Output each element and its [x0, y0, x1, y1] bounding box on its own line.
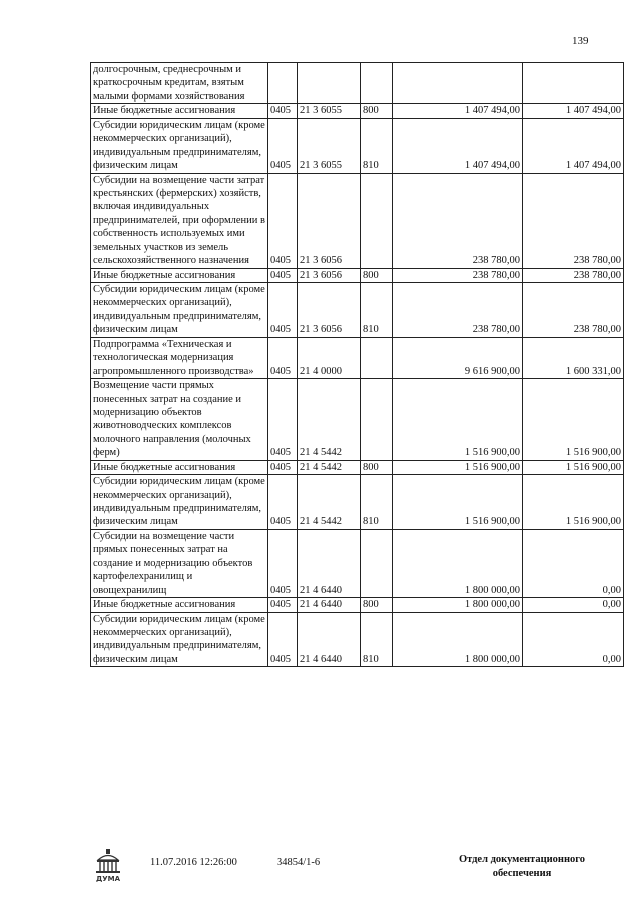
cell-expense-type: 800 [361, 598, 393, 612]
cell-name: долгосрочным, среднесрочным и краткосрочным кредитам, взятым малыми формами хозяйствования [91, 63, 268, 104]
cell-amount-1: 238 780,00 [393, 173, 523, 268]
cell-amount-2: 0,00 [523, 598, 624, 612]
cell-amount-2: 1 516 900,00 [523, 475, 624, 530]
cell-name: Субсидии юридическим лицам (кроме некоммерческих организаций), индивидуальным предпринимателям, физическим лицам [91, 118, 268, 173]
cell-target-article: 21 3 6055 [298, 118, 361, 173]
table-row [91, 63, 624, 104]
cell-target-article: 21 3 6056 [298, 173, 361, 268]
cell-expense-type: 810 [361, 475, 393, 530]
cell-target-article: 21 3 6056 [298, 268, 361, 282]
cell-amount-1: 9 616 900,00 [393, 337, 523, 378]
table-row [91, 612, 624, 667]
page-number: 139 [572, 35, 589, 47]
table-row [91, 173, 624, 268]
cell-amount-1: 1 800 000,00 [393, 598, 523, 612]
cell-section-code: 0405 [268, 460, 298, 474]
cell-amount-1: 238 780,00 [393, 283, 523, 338]
cell-amount-1: 1 800 000,00 [393, 612, 523, 667]
cell-name: Иные бюджетные ассигнования [91, 598, 268, 612]
cell-amount-2: 1 407 494,00 [523, 118, 624, 173]
cell-amount-2: 1 516 900,00 [523, 379, 624, 461]
cell-expense-type: 810 [361, 283, 393, 338]
cell-target-article: 21 4 6440 [298, 529, 361, 597]
cell-expense-type [361, 173, 393, 268]
table-row [91, 104, 624, 118]
cell-name: Субсидии юридическим лицам (кроме некоммерческих организаций), индивидуальным предпринимателям, физическим лицам [91, 475, 268, 530]
budget-table-body [91, 63, 624, 667]
cell-name: Иные бюджетные ассигнования [91, 460, 268, 474]
emblem-label: ДУМА [95, 875, 121, 882]
budget-table [90, 62, 624, 667]
cell-amount-2 [523, 63, 624, 104]
footer-department-line2: обеспечения [492, 868, 552, 880]
cell-section-code [268, 63, 298, 104]
cell-name: Подпрограмма «Техническая и технологическая модернизация агропромышленного производства» [91, 337, 268, 378]
cell-expense-type: 810 [361, 612, 393, 667]
cell-amount-2: 238 780,00 [523, 173, 624, 268]
table-row [91, 379, 624, 461]
cell-target-article: 21 4 6440 [298, 598, 361, 612]
cell-section-code: 0405 [268, 283, 298, 338]
cell-expense-type [361, 379, 393, 461]
cell-expense-type: 800 [361, 460, 393, 474]
cell-expense-type [361, 529, 393, 597]
table-row [91, 475, 624, 530]
cell-amount-1 [393, 63, 523, 104]
cell-amount-1: 238 780,00 [393, 268, 523, 282]
cell-expense-type: 800 [361, 104, 393, 118]
cell-target-article: 21 4 0000 [298, 337, 361, 378]
cell-expense-type [361, 63, 393, 104]
cell-amount-2: 1 407 494,00 [523, 104, 624, 118]
cell-amount-2: 1 600 331,00 [523, 337, 624, 378]
footer-doc-number: 34854/1-6 [277, 857, 321, 868]
table-row [91, 337, 624, 378]
cell-target-article: 21 3 6056 [298, 283, 361, 338]
cell-expense-type: 800 [361, 268, 393, 282]
cell-target-article: 21 4 5442 [298, 475, 361, 530]
cell-section-code: 0405 [268, 475, 298, 530]
cell-section-code: 0405 [268, 173, 298, 268]
cell-section-code: 0405 [268, 118, 298, 173]
cell-amount-2: 1 516 900,00 [523, 460, 624, 474]
cell-name: Субсидии на возмещение части прямых понесенных затрат на создание и модернизацию объектов картофелехранилищ и овощехранилищ [91, 529, 268, 597]
cell-name: Иные бюджетные ассигнования [91, 104, 268, 118]
table-row [91, 460, 624, 474]
table-row [91, 283, 624, 338]
cell-name: Субсидии юридическим лицам (кроме некоммерческих организаций), индивидуальным предпринимателям, физическим лицам [91, 283, 268, 338]
cell-section-code: 0405 [268, 598, 298, 612]
cell-amount-2: 0,00 [523, 529, 624, 597]
table-row [91, 268, 624, 282]
cell-amount-1: 1 516 900,00 [393, 379, 523, 461]
cell-section-code: 0405 [268, 337, 298, 378]
table-row [91, 598, 624, 612]
duma-emblem-icon [92, 848, 124, 882]
cell-amount-1: 1 516 900,00 [393, 460, 523, 474]
cell-amount-2: 0,00 [523, 612, 624, 667]
cell-section-code: 0405 [268, 104, 298, 118]
table-row [91, 118, 624, 173]
cell-name: Возмещение части прямых понесенных затрат на создание и модернизацию объектов животноводческих комплексов молочного направления (молочных ферм) [91, 379, 268, 461]
cell-expense-type [361, 337, 393, 378]
cell-amount-2: 238 780,00 [523, 268, 624, 282]
cell-amount-1: 1 800 000,00 [393, 529, 523, 597]
cell-name: Субсидии на возмещение части затрат крестьянских (фермерских) хозяйств, включая индивидуальных предпринимателей, при оформлении в собственность используемых ими земельных участков из земель сельскохозяйственного назначения [91, 173, 268, 268]
footer-date-time: 11.07.2016 12:26:00 [150, 857, 237, 868]
cell-amount-1: 1 407 494,00 [393, 118, 523, 173]
duma-emblem-graphic [92, 848, 124, 882]
cell-amount-1: 1 407 494,00 [393, 104, 523, 118]
footer-department [440, 853, 604, 881]
table-row [91, 529, 624, 597]
cell-section-code: 0405 [268, 612, 298, 667]
cell-target-article: 21 4 5442 [298, 460, 361, 474]
cell-section-code: 0405 [268, 529, 298, 597]
cell-target-article: 21 3 6055 [298, 104, 361, 118]
cell-amount-2: 238 780,00 [523, 283, 624, 338]
cell-expense-type: 810 [361, 118, 393, 173]
footer-department-line1: Отдел документационного [458, 854, 586, 865]
cell-section-code: 0405 [268, 379, 298, 461]
cell-name: Иные бюджетные ассигнования [91, 268, 268, 282]
cell-target-article: 21 4 5442 [298, 379, 361, 461]
cell-name: Субсидии юридическим лицам (кроме некоммерческих организаций), индивидуальным предпринимателям, физическим лицам [91, 612, 268, 667]
cell-amount-1: 1 516 900,00 [393, 475, 523, 530]
cell-section-code: 0405 [268, 268, 298, 282]
cell-target-article: 21 4 6440 [298, 612, 361, 667]
cell-target-article [298, 63, 361, 104]
